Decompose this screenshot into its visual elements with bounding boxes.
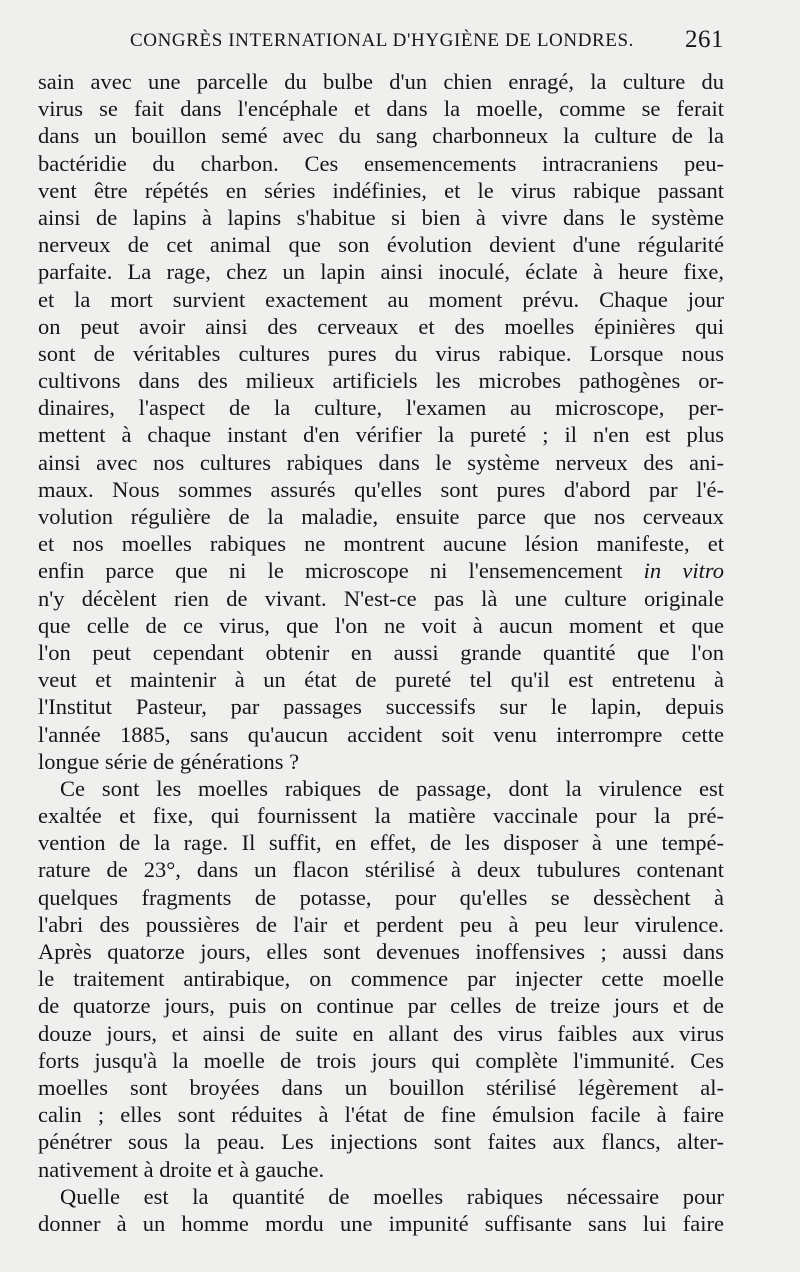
- text-line: dinaires, l'aspect de la culture, l'examen au microscope, per-: [38, 395, 724, 421]
- text-line: sont de véritables cultures pures du virus rabique. Lorsque nous: [38, 340, 724, 366]
- text-line: l'on peut cependant obtenir en aussi grande quantité que l'on: [38, 639, 724, 665]
- text-line: douze jours, et ainsi de suite en allant des virus faibles aux virus: [38, 1020, 724, 1046]
- text-line: nerveux de cet animal que son évolution devient d'une régularité: [38, 232, 724, 258]
- text-line: dans un bouillon semé avec du sang charbonneux la culture de la: [38, 123, 724, 149]
- text-line: sain avec une parcelle du bulbe d'un chien enragé, la culture du: [38, 69, 724, 94]
- text-line: on peut avoir ainsi des cerveaux et des moelles épinières qui: [38, 313, 724, 339]
- text-line: virus se fait dans l'encéphale et dans la moelle, comme se ferait: [38, 96, 724, 122]
- paragraph-1: [38, 68, 724, 775]
- text-line: l'Institut Pasteur, par passages successifs sur le lapin, depuis: [38, 694, 724, 720]
- text-line-with-italic: [38, 557, 724, 584]
- text-line: quelques fragments de potasse, pour qu'elles se dessèchent à: [38, 884, 724, 910]
- text-line: vent être répétés en séries indéfinies, et le virus rabique passant: [38, 177, 724, 203]
- page-header: [38, 26, 724, 60]
- text-line: Après quatorze jours, elles sont devenues inoffensives ; aussi dans: [38, 939, 724, 964]
- text-line: l'année 1885, sans qu'aucun accident soit venu interrompre cette: [38, 721, 724, 747]
- running-title: CONGRÈS INTERNATIONAL D'HYGIÈNE DE LONDRES.: [130, 30, 635, 51]
- text-line: vention de la rage. Il suffit, en effet, de les disposer à une tempé-: [38, 830, 724, 856]
- text-line: que celle de ce virus, que l'on ne voit à aucun moment et que: [38, 612, 724, 638]
- text-line: exaltée et fixe, qui fournissent la matière vaccinale pour la pré-: [38, 803, 724, 829]
- italic-phrase: in vitro: [643, 558, 724, 584]
- text-line: cultivons dans des milieux artificiels les microbes pathogènes or-: [38, 368, 724, 394]
- text-line: Quelle est la quantité de moelles rabiques nécessaire pour: [60, 1183, 724, 1209]
- text-line: l'abri des poussières de l'air et perdent peu à peu leur virulence.: [38, 911, 724, 937]
- text-line: donner à un homme mordu une impunité suffisante sans lui faire: [38, 1210, 724, 1236]
- text-line: forts jusqu'à la moelle de trois jours qui complète l'immunité. Ces: [38, 1047, 724, 1073]
- paragraph-2: [38, 775, 724, 1183]
- text-line: parfaite. La rage, chez un lapin ainsi inoculé, éclate à heure fixe,: [38, 259, 724, 285]
- paragraph-3: [38, 1183, 724, 1237]
- text-line: ainsi de lapins à lapins s'habitue si bien à vivre dans le système: [38, 204, 724, 230]
- text-fragment: enfin parce que ni le microscope ni l'ensemencement: [38, 558, 623, 584]
- body-text: [38, 68, 724, 1237]
- text-line: maux. Nous sommes assurés qu'elles sont pures d'abord par l'é-: [38, 476, 724, 502]
- text-line: volution régulière de la maladie, ensuite parce que nos cerveaux: [38, 504, 724, 529]
- text-line: bactéridie du charbon. Ces ensemencements intracraniens peu-: [38, 150, 724, 176]
- text-line: et la mort survient exactement au moment prévu. Chaque jour: [38, 286, 724, 312]
- text-line: mettent à chaque instant d'en vérifier la pureté ; il n'en est plus: [38, 422, 724, 448]
- text-line: moelles sont broyées dans un bouillon stérilisé légèrement al-: [38, 1074, 724, 1100]
- text-line: ainsi avec nos cultures rabiques dans le système nerveux des ani-: [38, 449, 724, 475]
- page-number: 261: [685, 26, 724, 53]
- text-line: pénétrer sous la peau. Les injections sont faites aux flancs, alter-: [38, 1129, 724, 1155]
- text-line: rature de 23°, dans un flacon stérilisé à deux tubulures contenant: [38, 857, 724, 883]
- text-line: n'y décèlent rien de vivant. N'est-ce pas là une culture originale: [38, 585, 724, 611]
- text-line: et nos moelles rabiques ne montrent aucune lésion manifeste, et: [38, 531, 724, 557]
- text-line: de quatorze jours, puis on continue par celles de treize jours et de: [38, 993, 724, 1019]
- text-line: longue série de générations ?: [38, 748, 300, 774]
- text-line: calin ; elles sont réduites à l'état de fine émulsion facile à faire: [38, 1102, 724, 1128]
- text-line: Ce sont les moelles rabiques de passage, dont la virulence est: [60, 775, 724, 801]
- text-line: nativement à droite et à gauche.: [38, 1156, 325, 1182]
- text-line: veut et maintenir à un état de pureté tel qu'il est entretenu à: [38, 667, 724, 693]
- text-line: le traitement antirabique, on commence par injecter cette moelle: [38, 966, 724, 992]
